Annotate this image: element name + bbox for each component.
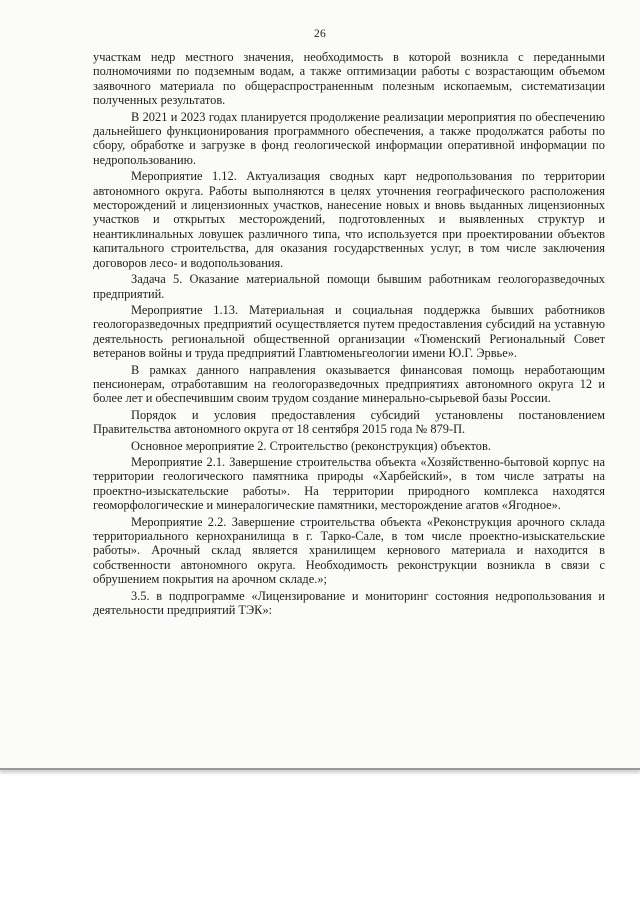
paragraph-section-3-5: 3.5. в подпрограмме «Лицензирование и мониторинг состояния недропользования и деятельности предприятий ТЭК»: (93, 588, 605, 618)
paragraph-plans-2021-2023: В 2021 и 2023 годах планируется продолжение реализации мероприятия по обеспечению дальнейшего функционирования программного обеспечения, а также продолжатся работы по сбору, обработке и загрузке в фонд геологической информации оперативной информации по недропользованию. (93, 109, 605, 167)
paragraph-measure-1-12: Мероприятие 1.12. Актуализация сводных карт недропользования по территории автономного округа. Работы выполняются в целях уточнения географического расположения месторождений и лицензионных участков, нанесение новых и вновь выданных лицензионных участков и открытых месторождений, подготовленных и выявленных структур и неантиклинальных ловушек различного типа, что используется при проектировании объектов капитального строительства, для оказания государственных услуг, в том числе заключения договоров лесо- и водопользования. (93, 169, 605, 270)
paragraph-measure-1-13: Мероприятие 1.13. Материальная и социальная поддержка бывших работников геологоразведочных предприятий осуществляется путем предоставления субсидий на уставную деятельность региональной общественной организации «Тюменский Региональный Совет ветеранов войны и труда предприятий Главтюменьгеологии имени Ю.Г. Эрвье». (93, 302, 605, 361)
page-number: 26 (314, 28, 326, 40)
paragraph-subsoil-continuation: участкам недр местного значения, необходимость в которой возникла с переданными полномочиями по подземным водам, а также оптимизации работы с возрастающим объемом заявочного материала по общераспространенным полезным ископаемым, систематизации полученных результатов. (93, 50, 605, 108)
paragraph-main-measure-2: Основное мероприятие 2. Строительство (реконструкция) объектов. (131, 438, 491, 453)
paragraph-measure-2-2: Мероприятие 2.2. Завершение строительства объекта «Реконструкция арочного склада территориального кернохранилища в г. Тарко-Сале, в том числе проектно-изыскательские работы». Арочный склад является хранилищем кернового материала и находится в собственности автономного округа. Необходимость реконструкции возникла в связи с обрушением покрытия на арочном складе.»; (93, 514, 605, 587)
paragraph-task-5: Задача 5. Оказание материальной помощи бывшим работникам геологоразведочных предприятий. (93, 272, 605, 301)
paragraph-subsidy-procedure: Порядок и условия предоставления субсидий установлены постановлением Правительства автономного округа от 18 сентября 2015 года № 879-П. (93, 407, 605, 437)
paragraph-measure-2-1: Мероприятие 2.1. Завершение строительства объекта «Хозяйственно-бытовой корпус на территории геологического памятника природы «Харбейский», в том числе затраты на проектно-изыскательские работы». На территории природного комплекса находятся геоморфологические и минералогические памятники, месторождение агатов «Ягодное». (93, 454, 605, 513)
paragraph-financial-aid: В рамках данного направления оказывается финансовая помощь неработающим пенсионерам, отработавшим на геологоразведочных предприятиях автономного округа 12 и более лет и обеспечившим своим трудом создание минерально-сырьевой базы России. (93, 362, 605, 406)
document-body (93, 50, 605, 617)
